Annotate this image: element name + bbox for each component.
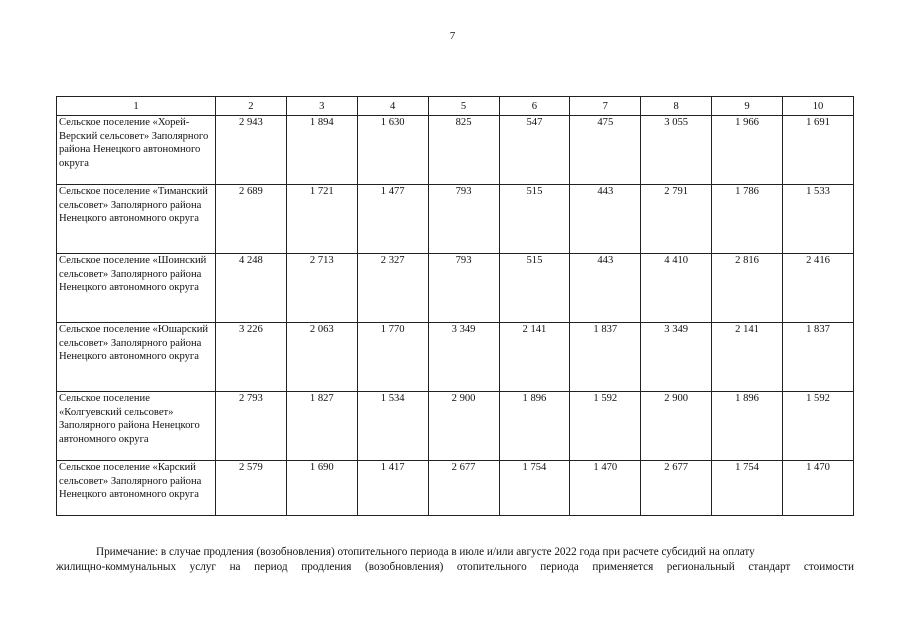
value-cell: 2 327 [357,254,428,323]
footnote-line: Примечание: в случае продления (возобновления) отопительного периода в июле и/или августе 2022 года при расчете субсидий на оплату [96,546,755,558]
value-cell: 2 791 [641,185,712,254]
value-cell: 2 900 [641,392,712,461]
value-cell: 1 592 [570,392,641,461]
value-cell: 1 896 [499,392,570,461]
value-cell: 515 [499,254,570,323]
value-cell: 2 793 [216,392,287,461]
column-header: 10 [783,97,854,116]
value-cell: 515 [499,185,570,254]
value-cell: 1 534 [357,392,428,461]
value-cell: 1 691 [783,116,854,185]
table-header-row [57,97,854,116]
value-cell: 4 410 [641,254,712,323]
column-header: 2 [216,97,287,116]
settlement-name-cell: Сельское поселение «Юшарский сельсовет» Заполярного района Ненецкого автономного округа [57,323,216,392]
value-cell: 1 470 [570,461,641,516]
value-cell: 2 063 [286,323,357,392]
column-header: 7 [570,97,641,116]
column-header: 3 [286,97,357,116]
value-cell: 1 417 [357,461,428,516]
page-number: 7 [449,30,456,42]
value-cell: 547 [499,116,570,185]
value-cell: 1 786 [712,185,783,254]
value-cell: 3 349 [641,323,712,392]
value-cell: 793 [428,254,499,323]
value-cell: 4 248 [216,254,287,323]
value-cell: 1 690 [286,461,357,516]
value-cell: 3 349 [428,323,499,392]
value-cell: 1 754 [499,461,570,516]
column-header: 1 [57,97,216,116]
value-cell: 1 477 [357,185,428,254]
settlement-name-cell: Сельское поселение «Хорей-Верский сельсовет» Заполярного района Ненецкого автономного округа [57,116,216,185]
settlement-name-cell: Сельское поселение «Тиманский сельсовет» Заполярного района Ненецкого автономного округа [57,185,216,254]
value-cell: 1 894 [286,116,357,185]
value-cell: 2 689 [216,185,287,254]
value-cell: 2 900 [428,392,499,461]
column-header: 8 [641,97,712,116]
value-cell: 1 837 [783,323,854,392]
subsidy-standards-table [56,96,854,516]
table-row [57,254,854,323]
value-cell: 443 [570,254,641,323]
value-cell: 443 [570,185,641,254]
value-cell: 1 721 [286,185,357,254]
footnote [56,545,854,575]
value-cell: 2 943 [216,116,287,185]
column-header: 6 [499,97,570,116]
settlement-name-cell: Сельское поселение «Шоинский сельсовет» Заполярного района Ненецкого автономного округа [57,254,216,323]
value-cell: 2 141 [499,323,570,392]
value-cell: 1 533 [783,185,854,254]
table-row [57,392,854,461]
settlement-name-cell: Сельское поселение «Колгуевский сельсовет» Заполярного района Ненецкого автономного округа [57,392,216,461]
value-cell: 825 [428,116,499,185]
value-cell: 3 055 [641,116,712,185]
value-cell: 1 630 [357,116,428,185]
column-header: 9 [712,97,783,116]
value-cell: 1 837 [570,323,641,392]
value-cell: 1 827 [286,392,357,461]
table-row [57,323,854,392]
value-cell: 1 592 [783,392,854,461]
value-cell: 1 470 [783,461,854,516]
value-cell: 1 896 [712,392,783,461]
column-header: 4 [357,97,428,116]
value-cell: 1 754 [712,461,783,516]
value-cell: 2 677 [428,461,499,516]
value-cell: 793 [428,185,499,254]
value-cell: 1 966 [712,116,783,185]
value-cell: 2 579 [216,461,287,516]
table-row [57,185,854,254]
value-cell: 2 677 [641,461,712,516]
value-cell: 1 770 [357,323,428,392]
value-cell: 475 [570,116,641,185]
value-cell: 2 713 [286,254,357,323]
value-cell: 3 226 [216,323,287,392]
value-cell: 2 816 [712,254,783,323]
table-row [57,116,854,185]
column-header: 5 [428,97,499,116]
settlement-name-cell: Сельское поселение «Карский сельсовет» Заполярного района Ненецкого автономного округа [57,461,216,516]
value-cell: 2 141 [712,323,783,392]
table-row [57,461,854,516]
value-cell: 2 416 [783,254,854,323]
footnote-line: жилищно-коммунальных услуг на период продления (возобновления) отопительного периода применяется региональный стандарт стоимости [56,561,854,573]
